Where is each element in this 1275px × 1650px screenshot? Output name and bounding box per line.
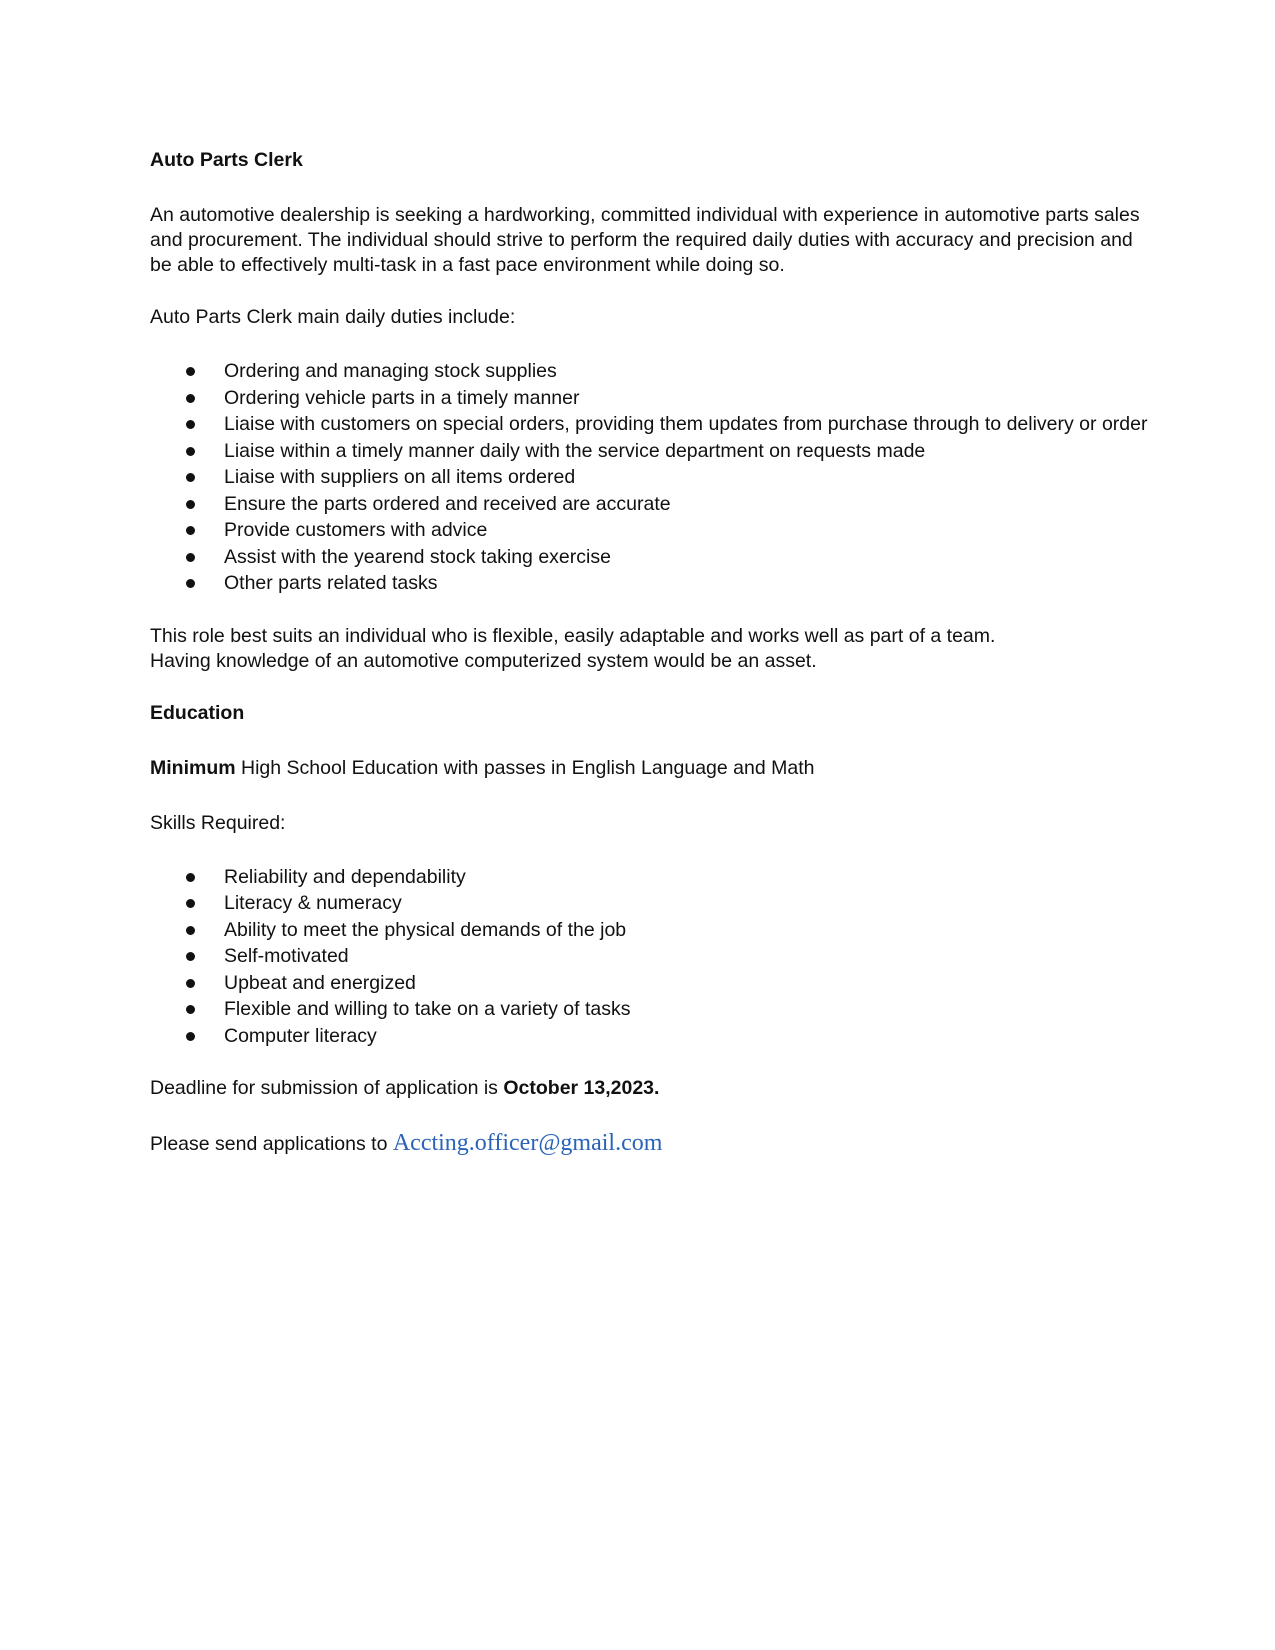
duty-item: Ordering vehicle parts in a timely manner	[150, 385, 1140, 412]
bullet-icon	[186, 367, 195, 376]
duties-heading: Auto Parts Clerk main daily duties include:	[150, 306, 516, 328]
education-requirement	[150, 756, 1140, 781]
skill-item: Flexible and willing to take on a variety of tasks	[150, 996, 1140, 1023]
apply-email-link[interactable]: Accting.officer@gmail.com	[392, 1130, 663, 1156]
bullet-icon	[186, 979, 195, 988]
duties-list	[150, 358, 1148, 597]
bullet-icon	[186, 579, 195, 588]
bullet-icon	[186, 899, 195, 908]
duty-item: Other parts related tasks	[150, 570, 1140, 597]
bullet-icon	[186, 526, 195, 535]
skills-heading: Skills Required:	[150, 811, 286, 834]
role-fit-paragraph	[150, 624, 1140, 674]
intro-paragraph: An automotive dealership is seeking a hardworking, committed individual with experience in automotive parts sales and procurement. The individual should strive to perform the required daily duties with accuracy and precision and be able to effectively multi-task in a fast pace environment while doing so.	[150, 204, 1140, 276]
bullet-icon	[186, 394, 195, 403]
role-fit-line-1: This role best suits an individual who is flexible, easily adaptable and works well as part of a team.	[150, 624, 996, 647]
skill-item: Self-motivated	[150, 943, 1140, 970]
bullet-icon	[186, 952, 195, 961]
document-body	[150, 148, 1148, 1157]
skill-item: Ability to meet the physical demands of the job	[150, 917, 1140, 944]
role-fit-line-2: Having knowledge of an automotive computerized system would be an asset.	[150, 649, 817, 672]
deadline-prefix: Deadline for submission of application is	[150, 1077, 504, 1099]
bullet-icon	[186, 447, 195, 456]
duty-item: Provide customers with advice	[150, 517, 1140, 544]
duty-item: Assist with the yearend stock taking exercise	[150, 544, 1140, 571]
skills-list	[150, 864, 1140, 1050]
bullet-icon	[186, 1005, 195, 1014]
bullet-icon	[186, 926, 195, 935]
duty-item: Ordering and managing stock supplies	[150, 358, 1140, 385]
duty-item: Liaise within a timely manner daily with the service department on requests made	[150, 438, 1140, 465]
education-minimum-label: Minimum	[150, 756, 236, 779]
duty-item: Ensure the parts ordered and received are accurate	[150, 491, 1140, 518]
bullet-icon	[186, 420, 195, 429]
apply-line	[150, 1131, 1140, 1157]
duty-item: Liaise with suppliers on all items ordered	[150, 464, 1140, 491]
deadline-line	[150, 1076, 1140, 1101]
job-title: Auto Parts Clerk	[150, 149, 303, 171]
skill-item: Upbeat and energized	[150, 970, 1140, 997]
education-text: High School Education with passes in English Language and Math	[235, 756, 815, 779]
apply-prefix: Please send applications to	[150, 1133, 393, 1155]
skill-item: Computer literacy	[150, 1023, 1140, 1050]
bullet-icon	[186, 500, 195, 509]
duty-item: Liaise with customers on special orders, providing them updates from purchase through to delivery or order	[150, 411, 1140, 438]
bullet-icon	[186, 473, 195, 482]
skill-item: Literacy & numeracy	[150, 890, 1140, 917]
education-heading: Education	[150, 701, 245, 724]
bullet-icon	[186, 553, 195, 562]
bullet-icon	[186, 1032, 195, 1041]
bullet-icon	[186, 873, 195, 882]
skill-item: Reliability and dependability	[150, 864, 1140, 891]
deadline-date: October 13,2023.	[503, 1077, 660, 1099]
